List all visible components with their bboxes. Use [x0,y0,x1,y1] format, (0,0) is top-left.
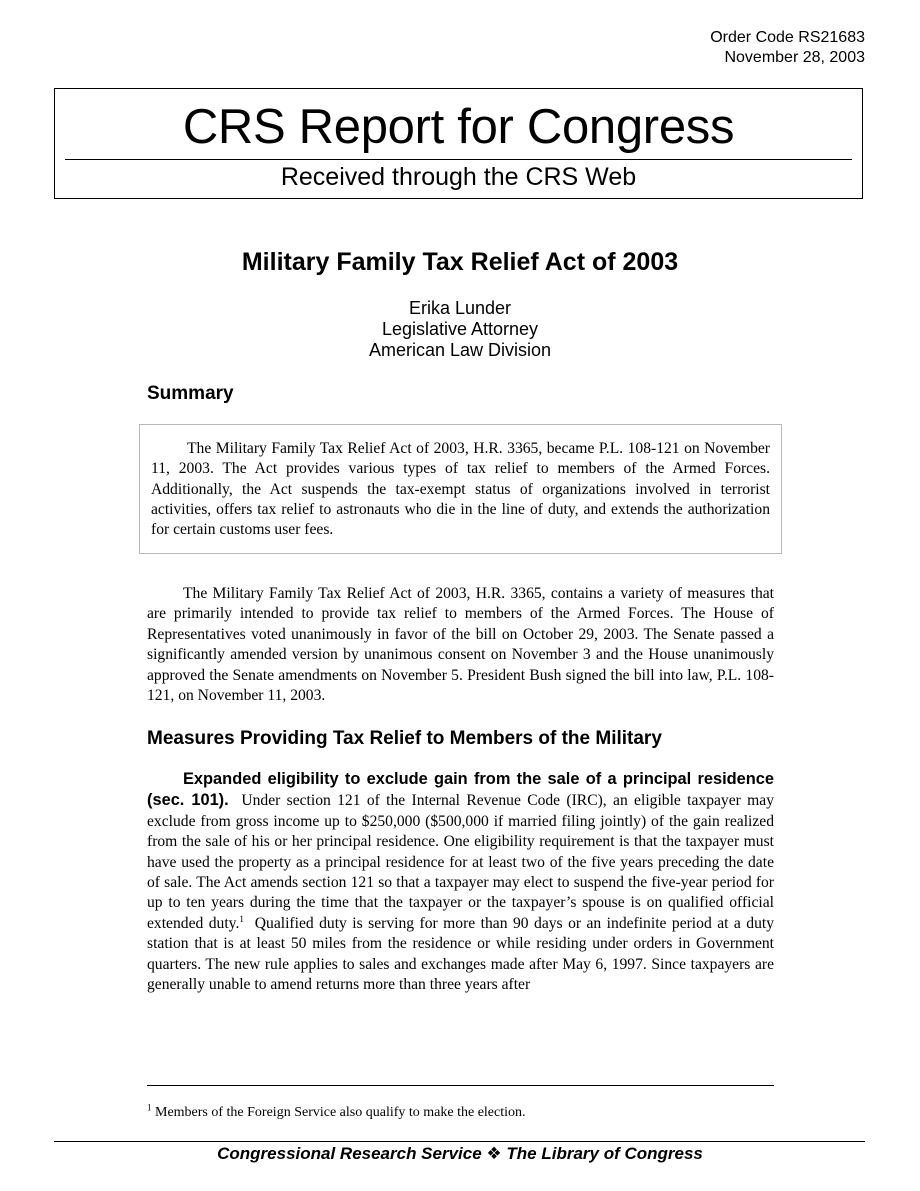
footnote-divider [147,1085,774,1086]
section-101-paragraph [147,769,774,995]
order-code: Order Code RS21683 [710,29,865,46]
banner-divider [65,159,852,160]
footnote-number: 1 [147,1102,152,1113]
author-division: American Law Division [368,340,552,360]
report-date: November 28, 2003 [724,49,865,66]
section-101-text-b: Qualified duty is serving for more than 90 days or an indefinite period at a duty station that is at least 50 miles from the residence or while residing under orders in Government quarters. The new rule applies to sales and exchanges made after May 6, 1997. Since taxpayers are generally unable to amend returns more than three years after [147,914,775,994]
footer-divider [54,1141,865,1142]
footnote-text: Members of the Foreign Service also qualify to make the election. [155,1105,526,1120]
intro-paragraph: The Military Family Tax Relief Act of 2003, H.R. 3365, contains a variety of measures that are primarily intended to provide tax relief to members of the Armed Forces. The House of Representatives voted unanimously in favor of the bill on October 29, 2003. The Senate passed a significantly amended version by unanimous consent on November 3 and the House unanimously approved the Senate amendments on November 5. President Bush signed the bill into law, P.L. 108-121, on November 11, 2003. [147,585,774,705]
crs-banner [54,88,863,199]
summary-heading: Summary [147,383,234,404]
fleuron-icon: ❖ [486,1144,502,1163]
footnote-reference[interactable]: 1 [239,913,244,924]
author-block [0,298,920,361]
summary-text: The Military Family Tax Relief Act of 2003, H.R. 3365, became P.L. 108-121 on November 11, 2003. The Act provides various types of tax relief to members of the Armed Forces. Additionally, the Act suspends the tax-exempt status of organizations involved in terrorist activities, offers tax relief to astronauts who die in the line of duty, and extends the authorization for certain customs user fees. [151,440,770,539]
banner-title: CRS Report for Congress [182,100,735,154]
summary-box [139,424,782,554]
section-101-text-a: Under section 121 of the Internal Revenue Code (IRC), an eligible taxpayer may exclude from gross income up to $250,000 ($500,000 if married filing jointly) of the gain realized from the sale of his or her principal residence. One eligibility requirement is that the taxpayer must have used the property as a principal residence for at least two of the five years preceding the date of sale. The Act amends section 121 so that a taxpayer may elect to suspend the five-year period for up to ten years during the time that the taxpayer or the taxpayer’s spouse is on qualified official extended duty. [147,792,774,932]
author-role: Legislative Attorney [381,319,539,339]
footer-crs: Congressional Research Service [217,1144,482,1163]
section-101-runin-heading: Expanded eligibility to exclude gain from the sale of a principal residence (sec. 101). [147,770,774,810]
order-code-block [710,28,865,68]
report-title: Military Family Tax Relief Act of 2003 [241,248,679,276]
footer [0,1143,920,1165]
footer-loc: The Library of Congress [506,1144,703,1163]
banner-subtitle: Received through the CRS Web [280,163,637,191]
author-name: Erika Lunder [408,298,512,318]
footnote [147,1104,526,1122]
section-heading: Measures Providing Tax Relief to Members of the Military [147,728,662,749]
